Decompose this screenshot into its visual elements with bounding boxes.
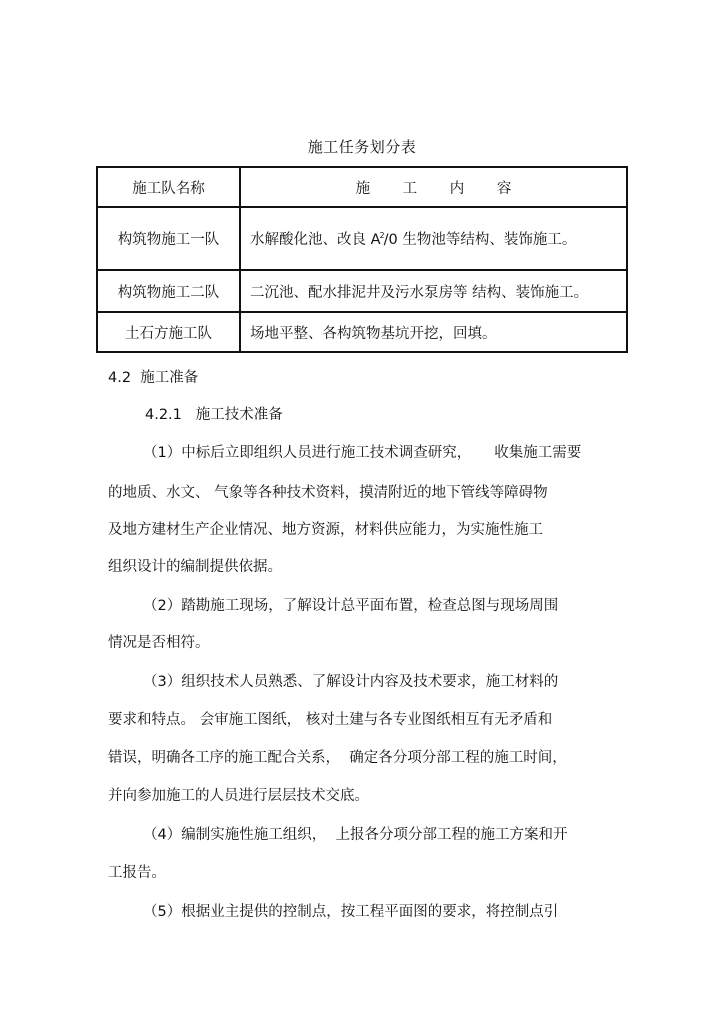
team-cell: 构筑物施工一队 bbox=[97, 207, 240, 270]
header-team-cell: 施工队名称 bbox=[97, 167, 240, 207]
task-division-table bbox=[96, 166, 628, 353]
header-content-cell: 施 工 内 容 bbox=[240, 167, 627, 207]
paragraph-line: 并向参加施工的人员进行层层技术交底。 bbox=[108, 788, 369, 804]
paragraph-line: （4）编制实施性施工组织， 上报各分项分部工程的施工方案和开 bbox=[143, 827, 568, 843]
section-heading: 4.2 施工准备 bbox=[108, 370, 199, 386]
paragraph-line: 错误，明确各工序的施工配合关系， 确定各分项分部工程的施工时间， bbox=[108, 750, 567, 766]
paragraph-line: （2）踏勘施工现场，了解设计总平面布置，检查总图与现场周围 bbox=[143, 598, 559, 614]
table-header-row bbox=[97, 167, 627, 207]
table-row bbox=[97, 207, 627, 270]
team-cell: 构筑物施工二队 bbox=[97, 270, 240, 312]
paragraph-line: （1）中标后立即组织人员进行施工技术调查研究， 收集施工需要 bbox=[143, 445, 582, 461]
content-text-part: 水解酸化池、改良 A bbox=[250, 232, 381, 248]
table-row bbox=[97, 270, 627, 312]
paragraph-line: 组织设计的编制提供依据。 bbox=[108, 559, 282, 575]
subsection-heading: 4.2.1 施工技术准备 bbox=[145, 407, 283, 423]
content-cell: 场地平整、各构筑物基坑开挖，回填。 bbox=[240, 312, 627, 352]
paragraph-line: 及地方建材生产企业情况、地方资源，材料供应能力，为实施性施工 bbox=[108, 522, 543, 538]
paragraph-line: 工报告。 bbox=[108, 865, 166, 881]
content-superscript: 2 bbox=[379, 231, 385, 240]
paragraph-line: （3）组织技术人员熟悉、了解设计内容及技术要求，施工材料的 bbox=[143, 674, 559, 690]
table-row bbox=[97, 312, 627, 352]
content-cell bbox=[240, 207, 627, 270]
paragraph-line: 的地质、水文、 气象等各种技术资料，摸清附近的地下管线等障碍物 bbox=[108, 485, 548, 501]
paragraph-line: 要求和特点。 会审施工图纸， 核对土建与各专业图纸相互有无矛盾和 bbox=[108, 712, 553, 728]
content-text-part: /0 生物池等结构、装饰施工。 bbox=[383, 232, 577, 248]
paragraph-line: 情况是否相符。 bbox=[108, 635, 210, 651]
content-cell: 二沉池、配水排泥井及污水泵房等 结构、装饰施工。 bbox=[240, 270, 627, 312]
team-cell: 土石方施工队 bbox=[97, 312, 240, 352]
page-title: 施工任务划分表 bbox=[307, 138, 417, 156]
paragraph-line: （5）根据业主提供的控制点，按工程平面图的要求，将控制点引 bbox=[143, 904, 559, 920]
